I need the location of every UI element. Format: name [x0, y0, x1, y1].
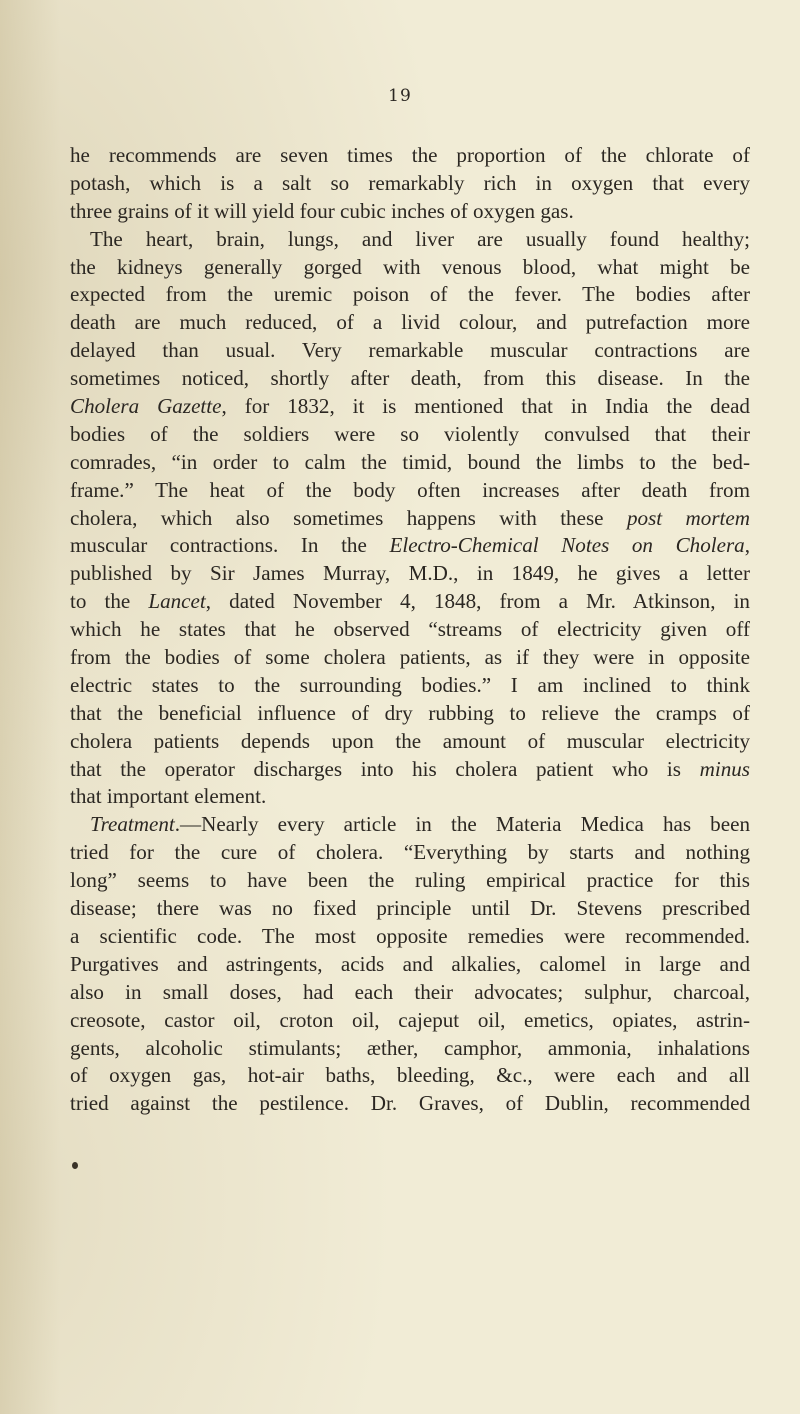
text-line: from the bodies of some cholera patients, as if they were in opposite — [70, 645, 750, 670]
text-line: cholera, which also sometimes happens with these post mortem — [70, 505, 750, 530]
text-line: Treatment.—Nearly every article in the Materia Medica has been — [90, 812, 750, 837]
text-line: disease; there was no fixed principle until Dr. Stevens prescribed — [70, 896, 750, 921]
text-line: electric states to the surrounding bodies.” I am inclined to think — [70, 672, 750, 697]
text-line: that the operator discharges into his cholera patient who is minus — [70, 756, 750, 781]
text-line: comrades, “in order to calm the timid, bound the limbs to the bed- — [70, 449, 750, 474]
text-line: to the Lancet, dated November 4, 1848, from a Mr. Atkinson, in — [70, 589, 750, 614]
text-line: sometimes noticed, shortly after death, from this disease. In the — [70, 366, 750, 391]
text-line: also in small doses, had each their advocates; sulphur, charcoal, — [70, 979, 750, 1004]
text-line: which he states that he observed “streams of electricity given off — [70, 617, 750, 642]
text-line: that important element. — [70, 784, 267, 809]
text-line: tried against the pestilence. Dr. Graves, of Dublin, recommended — [70, 1091, 750, 1116]
text-line: frame.” The heat of the body often increases after death from — [70, 477, 750, 502]
text-line: bodies of the soldiers were so violently convulsed that their — [70, 421, 750, 446]
text-line: tried for the cure of cholera. “Everything by starts and nothing — [70, 840, 750, 865]
page-number: 19 — [388, 86, 412, 106]
text-line: creosote, castor oil, croton oil, cajeput oil, emetics, opiates, astrin- — [70, 1007, 750, 1032]
text-line: The heart, brain, lungs, and liver are usually found healthy; — [90, 226, 750, 251]
text-line: a scientific code. The most opposite remedies were recommended. — [70, 923, 750, 948]
text-line: published by Sir James Murray, M.D., in 1849, he gives a letter — [70, 561, 750, 586]
text-line: potash, which is a salt so remarkably rich in oxygen that every — [70, 170, 750, 195]
text-line: expected from the uremic poison of the fever. The bodies after — [70, 282, 750, 307]
text-line: delayed than usual. Very remarkable muscular contractions are — [70, 338, 750, 363]
text-line: death are much reduced, of a livid colour, and putrefaction more — [70, 310, 750, 335]
text-line: he recommends are seven times the proportion of the chlorate of — [70, 143, 750, 167]
text-line: the kidneys generally gorged with venous blood, what might be — [70, 254, 750, 279]
text-line: of oxygen gas, hot-air baths, bleeding, &c., were each and all — [70, 1063, 750, 1088]
text-line: cholera patients depends upon the amount of muscular electricity — [70, 728, 750, 753]
text-line: muscular contractions. In the Electro-Chemical Notes on Cholera, — [70, 533, 750, 558]
body-text — [70, 142, 750, 1118]
text-line: that the beneficial influence of dry rubbing to relieve the cramps of — [70, 700, 750, 725]
text-line: gents, alcoholic stimulants; æther, camphor, ammonia, inhalations — [70, 1035, 750, 1060]
ink-spot — [72, 1162, 78, 1169]
text-line: Purgatives and astringents, acids and alkalies, calomel in large and — [70, 951, 750, 976]
text-line: three grains of it will yield four cubic inches of oxygen gas. — [70, 198, 574, 223]
text-line: Cholera Gazette, for 1832, it is mentioned that in India the dead — [70, 394, 750, 419]
text-line: long” seems to have been the ruling empirical practice for this — [70, 868, 750, 893]
